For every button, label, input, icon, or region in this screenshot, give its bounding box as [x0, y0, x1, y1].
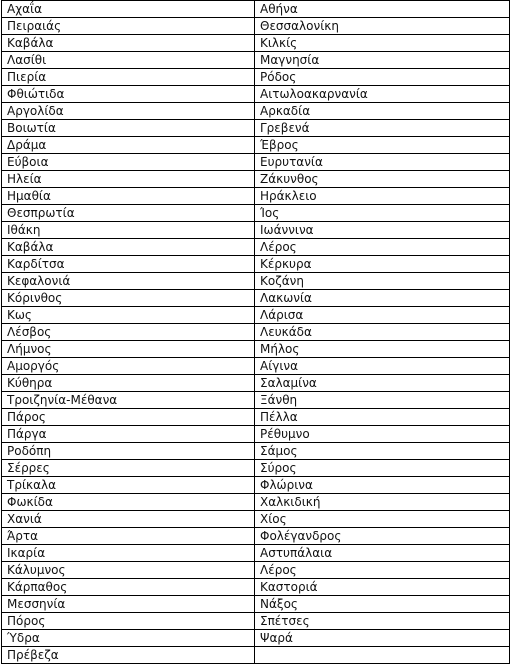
table-cell-right: Ξάνθη [255, 392, 510, 409]
table-cell-left: Κόρινθος [2, 290, 255, 307]
table-cell-right: Λάρισα [255, 307, 510, 324]
table-row [2, 18, 510, 35]
table-cell-left: Λήμνος [2, 341, 255, 358]
table-cell-left: Καρδίτσα [2, 256, 255, 273]
table-cell-right: Ευρυτανία [255, 154, 510, 171]
table-row [2, 341, 510, 358]
table-cell-right: Μήλος [255, 341, 510, 358]
table-cell-left: Βοιωτία [2, 120, 255, 137]
table-cell-right: Λέρος [255, 239, 510, 256]
table-row [2, 375, 510, 392]
table-row [2, 426, 510, 443]
table-row [2, 188, 510, 205]
table-cell-left: Αχαΐα [2, 1, 255, 18]
table-cell-left: Δράμα [2, 137, 255, 154]
table-cell-left: Πιερία [2, 69, 255, 86]
table-row [2, 358, 510, 375]
table-cell-right: Σύρος [255, 460, 510, 477]
table-cell-right: Λευκάδα [255, 324, 510, 341]
table-cell-left: Καβάλα [2, 239, 255, 256]
table-cell-right: Λέρος [255, 562, 510, 579]
table-cell-left: Εύβοια [2, 154, 255, 171]
table-cell-left: Τρίκαλα [2, 477, 255, 494]
table-row [2, 103, 510, 120]
table-cell-right: Σαλαμίνα [255, 375, 510, 392]
table-cell-left: Ροδόπη [2, 443, 255, 460]
table-cell-left: Πειραιάς [2, 18, 255, 35]
table-cell-left: Φθιώτιδα [2, 86, 255, 103]
table-cell-right: Σπέτσες [255, 613, 510, 630]
table-row [2, 460, 510, 477]
table-row [2, 171, 510, 188]
table-row [2, 307, 510, 324]
table-cell-left: Θεσπρωτία [2, 205, 255, 222]
table-row [2, 409, 510, 426]
table-cell-left: Καβάλα [2, 35, 255, 52]
table-row [2, 579, 510, 596]
table-cell-right: Φολέγανδρος [255, 528, 510, 545]
table-cell-right: Καστοριά [255, 579, 510, 596]
regions-table [1, 0, 510, 664]
table-cell-left: Ιθάκη [2, 222, 255, 239]
table-cell-left: Λασίθι [2, 52, 255, 69]
table-cell-left: Άρτα [2, 528, 255, 545]
table-cell-right: Αίγινα [255, 358, 510, 375]
table-row [2, 494, 510, 511]
table-cell-right: Μαγνησία [255, 52, 510, 69]
table-cell-left: Κεφαλονιά [2, 273, 255, 290]
table-row [2, 477, 510, 494]
table-row [2, 120, 510, 137]
table-cell-left: Κως [2, 307, 255, 324]
table-row [2, 69, 510, 86]
table-cell-left: Τροιζηνία-Μέθανα [2, 392, 255, 409]
table-row [2, 647, 510, 664]
table-cell-left: Πρέβεζα [2, 647, 255, 664]
table-cell-right: Αρκαδία [255, 103, 510, 120]
table-cell-right: Κέρκυρα [255, 256, 510, 273]
table-row [2, 528, 510, 545]
table-cell-right: Πέλλα [255, 409, 510, 426]
table-cell-left: Ηλεία [2, 171, 255, 188]
table-row [2, 290, 510, 307]
regions-table-body [2, 1, 510, 664]
table-cell-right: Αιτωλοακαρνανία [255, 86, 510, 103]
table-cell-left: Λέσβος [2, 324, 255, 341]
table-cell-left: Χανιά [2, 511, 255, 528]
table-cell-right [255, 647, 510, 664]
table-cell-left: Αργολίδα [2, 103, 255, 120]
table-cell-right: Ψαρά [255, 630, 510, 647]
table-row [2, 545, 510, 562]
table-cell-left: Σέρρες [2, 460, 255, 477]
table-cell-right: Κοζάνη [255, 273, 510, 290]
table-row [2, 256, 510, 273]
table-cell-right: Έβρος [255, 137, 510, 154]
table-cell-right: Ρέθυμνο [255, 426, 510, 443]
table-row [2, 596, 510, 613]
table-row [2, 52, 510, 69]
table-cell-right: Ζάκυνθος [255, 171, 510, 188]
table-row [2, 613, 510, 630]
table-row [2, 35, 510, 52]
table-row [2, 1, 510, 18]
table-row [2, 137, 510, 154]
table-row [2, 86, 510, 103]
table-cell-right: Αθήνα [255, 1, 510, 18]
table-cell-left: Κάλυμνος [2, 562, 255, 579]
table-cell-left: Πάρος [2, 409, 255, 426]
table-cell-right: Κιλκίς [255, 35, 510, 52]
table-cell-right: Φλώρινα [255, 477, 510, 494]
table-cell-right: Ίος [255, 205, 510, 222]
table-cell-right: Ιωάννινα [255, 222, 510, 239]
table-cell-right: Σάμος [255, 443, 510, 460]
table-cell-left: Μεσσηνία [2, 596, 255, 613]
table-cell-left: Πάργα [2, 426, 255, 443]
table-cell-right: Χίος [255, 511, 510, 528]
table-cell-right: Λακωνία [255, 290, 510, 307]
table-row [2, 154, 510, 171]
table-row [2, 630, 510, 647]
table-row [2, 324, 510, 341]
table-cell-left: Ικαρία [2, 545, 255, 562]
table-cell-right: Νάξος [255, 596, 510, 613]
table-cell-left: Κύθηρα [2, 375, 255, 392]
table-row [2, 239, 510, 256]
table-cell-right: Θεσσαλονίκη [255, 18, 510, 35]
table-row [2, 222, 510, 239]
table-row [2, 443, 510, 460]
table-cell-right: Ηράκλειο [255, 188, 510, 205]
table-cell-left: Αμοργός [2, 358, 255, 375]
table-cell-left: Κάρπαθος [2, 579, 255, 596]
table-row [2, 392, 510, 409]
table-cell-left: Πόρος [2, 613, 255, 630]
table-row [2, 511, 510, 528]
table-cell-left: Ημαθία [2, 188, 255, 205]
table-cell-right: Γρεβενά [255, 120, 510, 137]
table-cell-left: Φωκίδα [2, 494, 255, 511]
table-row [2, 562, 510, 579]
table-cell-left: Ύδρα [2, 630, 255, 647]
table-cell-right: Ρόδος [255, 69, 510, 86]
table-row [2, 205, 510, 222]
table-cell-right: Χαλκιδική [255, 494, 510, 511]
table-row [2, 273, 510, 290]
table-cell-right: Αστυπάλαια [255, 545, 510, 562]
